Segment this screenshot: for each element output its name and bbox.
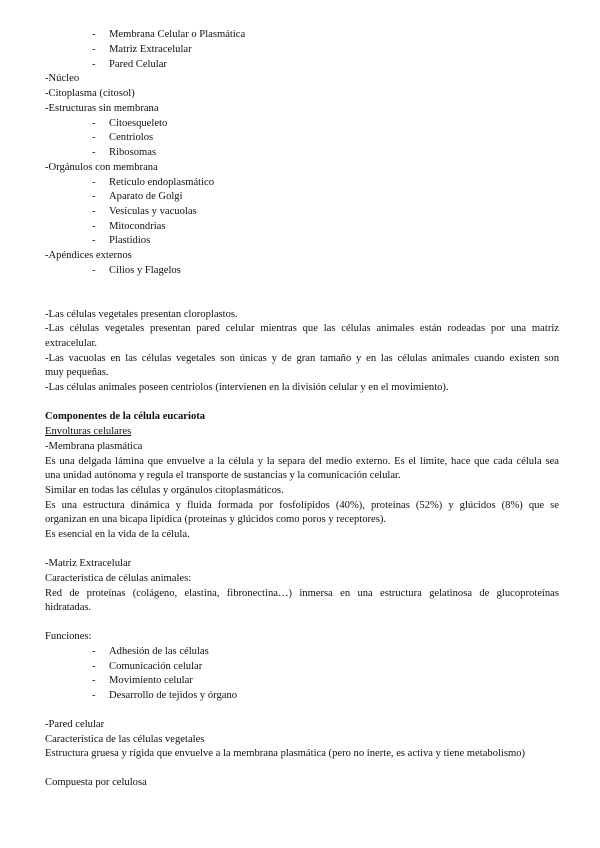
- bullet-marker: -: [92, 690, 96, 701]
- section-line: -Pared celular: [45, 719, 105, 730]
- list-item: Mitocondrias: [109, 221, 166, 232]
- list-item: Pared Celular: [109, 59, 167, 70]
- section-line: -Citoplasma (citosol): [45, 88, 135, 99]
- list-item: Cilios y Flagelos: [109, 265, 181, 276]
- list-item: Comunicación celular: [109, 661, 203, 672]
- bullet-marker: -: [92, 675, 96, 686]
- paragraph-line: Similar en todas las células y orgánulos citoplasmáticos.: [45, 485, 284, 496]
- bullet-marker: -: [92, 265, 96, 276]
- list-item: Membrana Celular o Plasmática: [109, 29, 246, 40]
- section-line: -Orgánulos con membrana: [45, 162, 158, 173]
- bullet-marker: -: [92, 221, 96, 232]
- section-heading: Componentes de la célula eucariota: [45, 411, 206, 422]
- bullet-marker: -: [92, 118, 96, 129]
- bullet-marker: -: [92, 59, 96, 70]
- bullet-marker: -: [92, 44, 96, 55]
- paragraph-line: una unidad autónoma y regula el transporte de sustancias y la comunicación celular.: [45, 470, 401, 481]
- list-item: Aparato de Golgi: [109, 191, 183, 202]
- paragraph-line: Es una estructura dinámica y fluida formada por fosfolípidos (40%), proteínas (52%) y glúcidos (8%) que se: [45, 500, 559, 511]
- paragraph-line: Es una delgada lámina que envuelve a la célula y la separa del medio externo. Es el límite, hace que cada célula sea: [45, 456, 559, 467]
- paragraph-line: Red de proteínas (colágeno, elastina, fibronectina…) inmersa en una estructura gelatinosa de glucoproteínas: [45, 588, 559, 599]
- bullet-marker: -: [92, 191, 96, 202]
- list-item: Citoesqueleto: [109, 118, 168, 129]
- list-item: Ribosomas: [109, 147, 157, 158]
- section-line: -Membrana plasmática: [45, 441, 143, 452]
- section-line: -Apéndices externos: [45, 250, 132, 261]
- list-item: Matriz Extracelular: [109, 44, 192, 55]
- section-line: Funciones:: [45, 631, 92, 642]
- section-line: -Estructuras sin membrana: [45, 103, 159, 114]
- section-subheading: Envolturas celulares: [45, 426, 132, 437]
- paragraph-line: Característica de células animales:: [45, 573, 192, 584]
- bullet-marker: -: [92, 646, 96, 657]
- bullet-marker: -: [92, 206, 96, 217]
- bullet-marker: -: [92, 147, 96, 158]
- list-item: Desarrollo de tejidos y órgano: [109, 690, 238, 701]
- bullet-marker: -: [92, 132, 96, 143]
- list-item: Retículo endoplasmático: [109, 177, 215, 188]
- list-item: Movimiento celular: [109, 675, 193, 686]
- bullet-marker: -: [92, 235, 96, 246]
- paragraph-line: hidratadas.: [45, 602, 92, 613]
- bullet-marker: -: [92, 29, 96, 40]
- bullet-marker: -: [92, 661, 96, 672]
- list-item: Adhesión de las células: [109, 646, 209, 657]
- paragraph-line: organizan en una bicapa lipídica (proteínas y glúcidos como poros y receptores).: [45, 514, 387, 525]
- list-item: Plastidios: [109, 235, 151, 246]
- section-line: -Núcleo: [45, 73, 80, 84]
- bullet-marker: -: [92, 177, 96, 188]
- list-item: Vesículas y vacuolas: [109, 206, 197, 217]
- list-item: Centriolos: [109, 132, 154, 143]
- paragraph-line: Característica de las células vegetales: [45, 734, 205, 745]
- paragraph-line: muy pequeñas.: [45, 367, 109, 378]
- paragraph-line: -Las células vegetales presentan cloroplastos.: [45, 309, 238, 320]
- paragraph-line: -Las vacuolas en las células vegetales son únicas y de gran tamaño y en las células animales cuando existen son: [45, 353, 559, 364]
- paragraph-line: Estructura gruesa y rígida que envuelve a la membrana plasmática (pero no inerte, es activa y tiene metabolismo): [45, 748, 526, 759]
- paragraph-line: extracelular.: [45, 338, 98, 349]
- paragraph-line: -Las células animales poseen centriolos (intervienen en la división celular y en el movimiento).: [45, 382, 449, 393]
- paragraph-line: Es esencial en la vida de la célula.: [45, 529, 190, 540]
- paragraph-line: -Las células vegetales presentan pared celular mientras que las células animales están rodeadas por una matriz: [45, 323, 559, 334]
- paragraph-line: Compuesta por celulosa: [45, 777, 147, 788]
- section-line: -Matriz Extracelular: [45, 558, 132, 569]
